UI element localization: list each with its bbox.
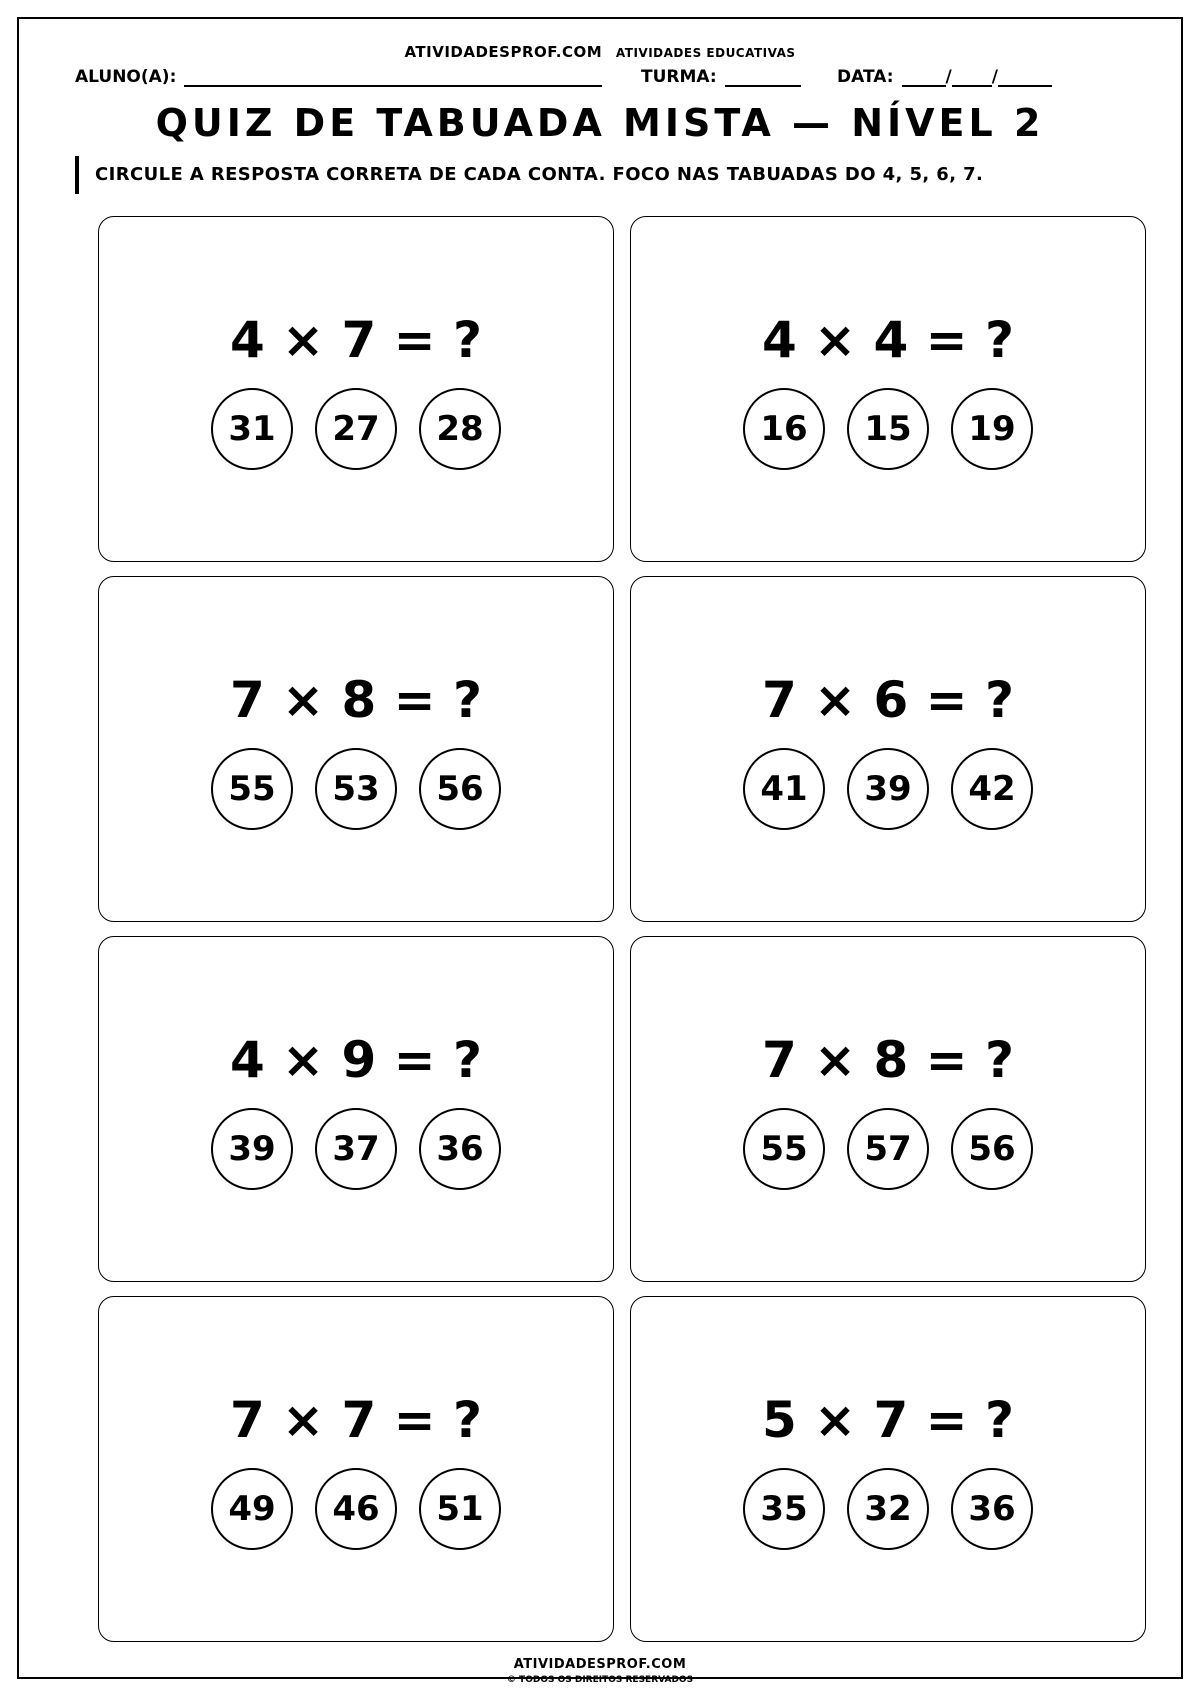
answer-option-circle[interactable]: 28: [419, 388, 501, 470]
page-title: QUIZ DE TABUADA MISTA — NÍVEL 2: [155, 101, 1045, 145]
answer-option-circle[interactable]: 55: [211, 748, 293, 830]
date-year-line[interactable]: [998, 67, 1052, 87]
answer-option-circle[interactable]: 35: [743, 1468, 825, 1550]
answer-option-circle[interactable]: 31: [211, 388, 293, 470]
answer-option-circle[interactable]: 53: [315, 748, 397, 830]
answer-options: [631, 388, 1145, 470]
class-field[interactable]: [641, 67, 801, 87]
class-line[interactable]: [725, 67, 801, 87]
answer-option-circle[interactable]: 55: [743, 1108, 825, 1190]
site-header: [19, 43, 1181, 61]
answer-option-circle[interactable]: 41: [743, 748, 825, 830]
answer-option-circle[interactable]: 46: [315, 1468, 397, 1550]
question-equation: 7 × 6 = ?: [761, 671, 1014, 729]
answer-option-circle[interactable]: 51: [419, 1468, 501, 1550]
student-field[interactable]: [75, 67, 602, 87]
footer-rights: © TODOS OS DIREITOS RESERVADOS: [506, 1675, 694, 1685]
quiz-grid: [98, 216, 1146, 1642]
answer-options: [99, 1108, 613, 1190]
answer-options: [631, 748, 1145, 830]
site-subtitle: ATIVIDADES EDUCATIVAS: [615, 46, 796, 60]
question-card: [98, 936, 614, 1282]
answer-option-circle[interactable]: 19: [951, 388, 1033, 470]
student-fields: [75, 67, 1125, 93]
student-label: ALUNO(A):: [75, 67, 177, 87]
question-card: [98, 576, 614, 922]
question-card: [630, 936, 1146, 1282]
question-card: [630, 216, 1146, 562]
answer-option-circle[interactable]: 37: [315, 1108, 397, 1190]
date-separator: /: [945, 67, 952, 87]
date-field[interactable]: [837, 67, 1052, 87]
student-line[interactable]: [184, 67, 602, 87]
question-equation: 4 × 7 = ?: [229, 311, 482, 369]
answer-options: [99, 1468, 613, 1550]
question-card: [630, 576, 1146, 922]
answer-option-circle[interactable]: 27: [315, 388, 397, 470]
question-equation: 4 × 4 = ?: [761, 311, 1014, 369]
answer-option-circle[interactable]: 16: [743, 388, 825, 470]
answer-option-circle[interactable]: 42: [951, 748, 1033, 830]
question-card: [98, 216, 614, 562]
answer-option-circle[interactable]: 56: [951, 1108, 1033, 1190]
footer-site: ATIVIDADESPROF.COM: [513, 1657, 687, 1672]
answer-options: [99, 748, 613, 830]
date-label: DATA:: [837, 67, 894, 87]
answer-option-circle[interactable]: 39: [847, 748, 929, 830]
question-card: [630, 1296, 1146, 1642]
answer-options: [631, 1108, 1145, 1190]
answer-option-circle[interactable]: 36: [419, 1108, 501, 1190]
answer-option-circle[interactable]: 49: [211, 1468, 293, 1550]
question-equation: 7 × 8 = ?: [761, 1031, 1014, 1089]
site-name: ATIVIDADESPROF.COM: [404, 43, 603, 61]
answer-options: [631, 1468, 1145, 1550]
question-equation: 4 × 9 = ?: [229, 1031, 482, 1089]
answer-option-circle[interactable]: 32: [847, 1468, 929, 1550]
answer-option-circle[interactable]: 56: [419, 748, 501, 830]
answer-option-circle[interactable]: 15: [847, 388, 929, 470]
answer-option-circle[interactable]: 57: [847, 1108, 929, 1190]
question-equation: 7 × 8 = ?: [229, 671, 482, 729]
question-card: [98, 1296, 614, 1642]
answer-options: [99, 388, 613, 470]
date-day-line[interactable]: [902, 67, 946, 87]
answer-option-circle[interactable]: 39: [211, 1108, 293, 1190]
date-month-line[interactable]: [952, 67, 992, 87]
question-equation: 5 × 7 = ?: [761, 1391, 1014, 1449]
worksheet-page: [17, 17, 1183, 1685]
instruction-text: CIRCULE A RESPOSTA CORRETA DE CADA CONTA. FOCO NAS TABUADAS DO 4, 5, 6, 7.: [75, 156, 983, 194]
page-footer: [19, 1657, 1181, 1685]
date-separator: /: [991, 67, 998, 87]
question-equation: 7 × 7 = ?: [229, 1391, 482, 1449]
class-label: TURMA:: [641, 67, 717, 87]
answer-option-circle[interactable]: 36: [951, 1468, 1033, 1550]
